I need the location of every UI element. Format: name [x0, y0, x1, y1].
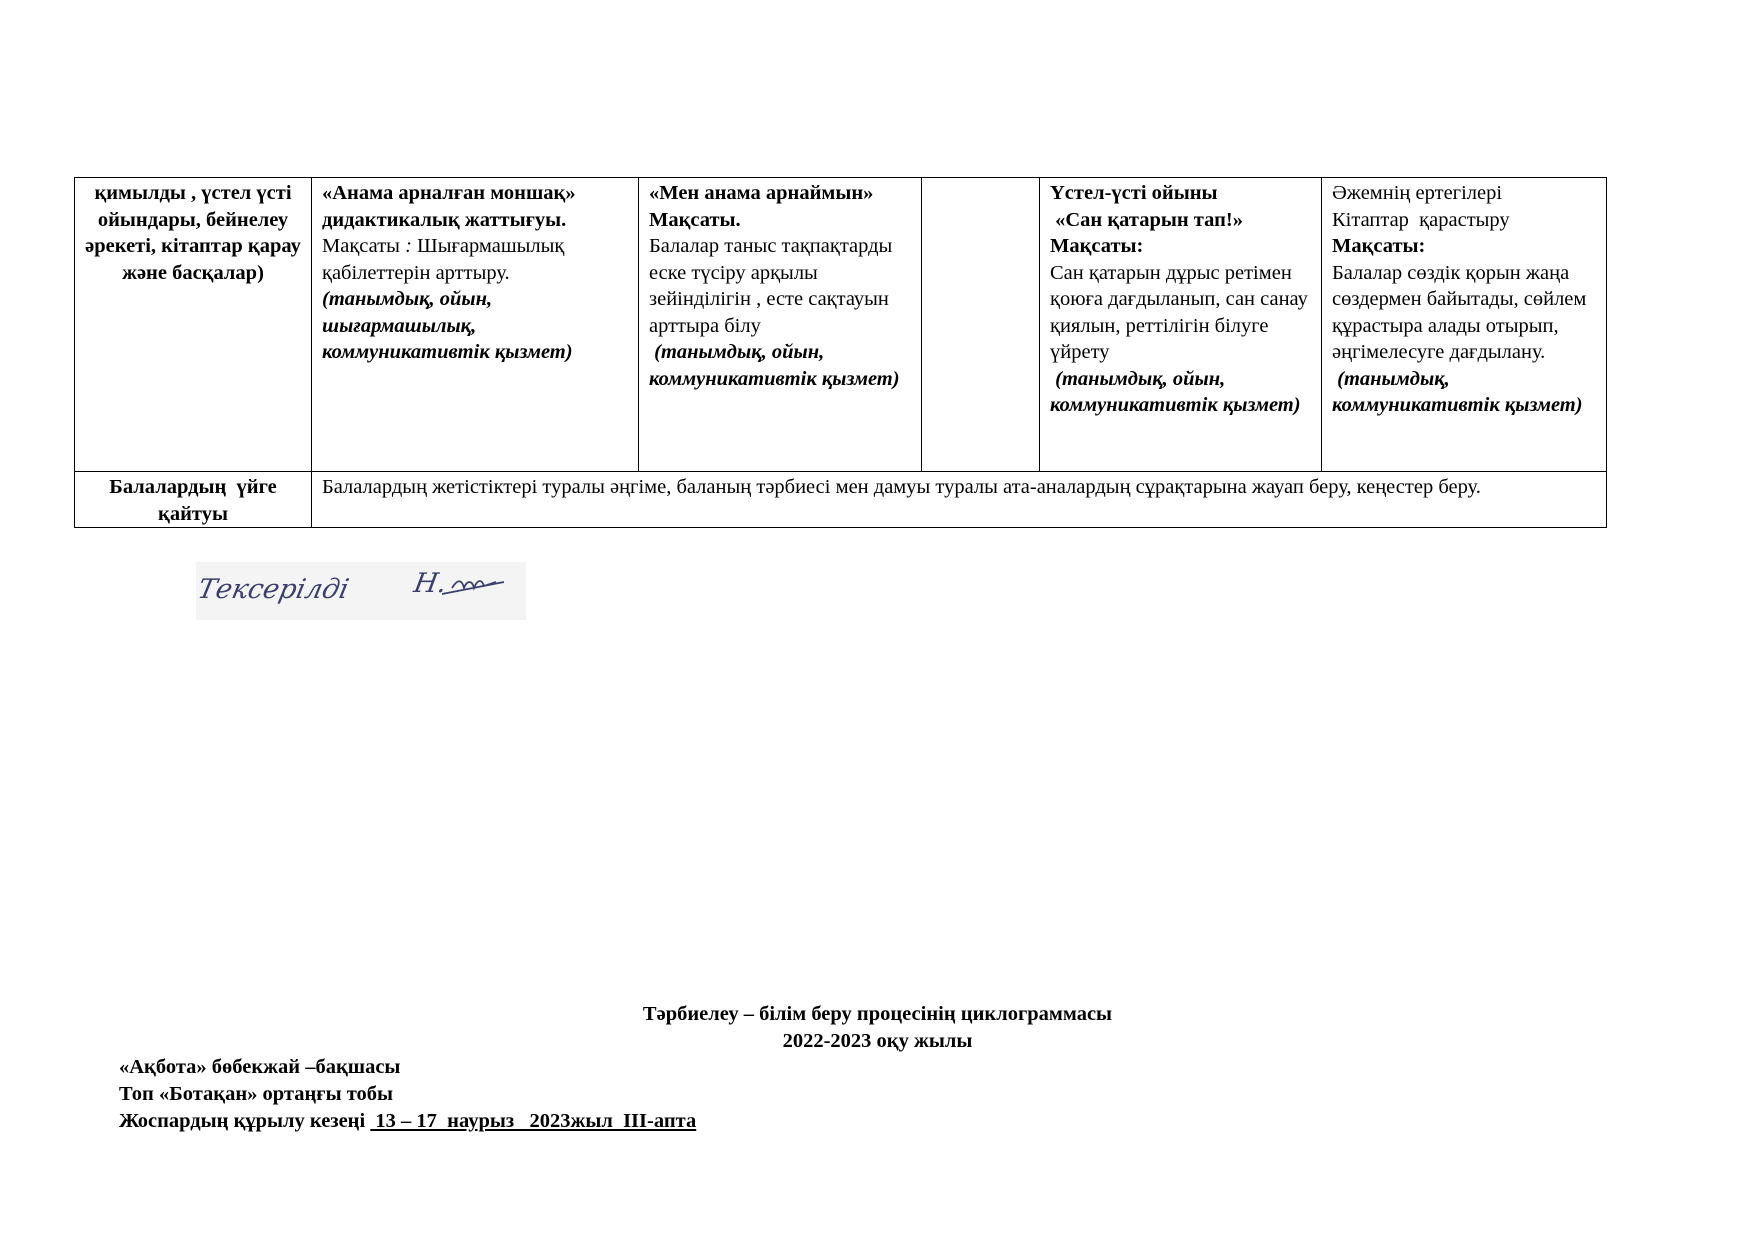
goal-label: Мақсаты. — [649, 208, 741, 231]
group-name: Топ «Ботақан» ортаңғы тобы — [119, 1083, 394, 1105]
activity-types: (танымдық, ойын, шығармашылық, коммуникативтік қызмет) — [322, 288, 573, 363]
activity-types: (танымдық, ойын, коммуникативтік қызмет) — [649, 341, 900, 390]
activity-title: «Мен анама арнаймын» — [649, 182, 874, 204]
activity-subtitle: «Сан қатарын тап!» — [1050, 208, 1243, 231]
goal-text: Сан қатарын дұрыс ретімен қоюға дағдыланып, сан санау қиялын, реттілігін білуге үйрету — [1050, 261, 1308, 363]
activity-cell-1 — [312, 178, 639, 472]
signature-word: Тексерілді — [196, 574, 352, 605]
activity-subtitle: Кітаптар қарастыру — [1332, 208, 1510, 231]
planning-period — [119, 1108, 696, 1135]
goal-separator: : — [399, 235, 418, 257]
document-title: Тәрбиелеу – білім беру процесінің циклограммасы — [642, 1003, 1113, 1025]
activity-types: (танымдық, коммуникативтік қызмет) — [1332, 367, 1583, 416]
departure-text: Балалардың жетістіктері туралы әңгіме, баланың тәрбиесі мен дамуы туралы ата-аналардың сұрақтарына жауап беру, кеңестер беру. — [322, 476, 1481, 498]
period-label: Жоспардың құрылу кезеңі — [119, 1110, 371, 1132]
activity-types: (танымдық, ойын, коммуникативтік қызмет) — [1050, 367, 1301, 416]
period-value: 13 – 17 наурыз 2023жыл ІІІ-апта — [370, 1110, 697, 1132]
signature-stamp — [196, 562, 526, 620]
plan-table — [74, 177, 1607, 528]
activity-cell-4 — [1322, 178, 1607, 472]
activity-title: Үстел-үсті ойыны — [1050, 182, 1218, 204]
activity-cell-3 — [1040, 178, 1322, 472]
goal-label: Мақсаты — [322, 235, 400, 257]
activity-cell-2 — [639, 178, 922, 472]
row-label-cell — [75, 178, 312, 472]
row-label-cell — [75, 472, 312, 528]
table-row — [75, 178, 1607, 472]
signature-image — [196, 562, 526, 620]
organization-name: «Ақбота» бөбекжай –бақшасы — [119, 1056, 401, 1078]
activity-title: Әжемнің ертегілері — [1332, 182, 1503, 204]
activity-title: «Анама арналған моншақ» дидактикалық жаттығуы. — [322, 182, 576, 231]
signature-mark: Н. — [411, 568, 450, 599]
row-label: Балалардың үйге қайтуы — [109, 476, 282, 525]
activity-cell-empty — [922, 178, 1040, 472]
departure-cell — [312, 472, 1607, 528]
academic-year: 2022-2023 оқу жылы — [782, 1030, 973, 1052]
goal-text: Шығармашылық қабілеттерін арттыру. — [322, 235, 565, 284]
goal-text: Балалар сөздік қорын жаңа сөздермен байытады, сөйлем құрастыра алады отырып, әңгімелесуге дағдылану. — [1332, 261, 1587, 363]
activity-goal — [322, 233, 628, 286]
goal-label: Мақсаты: — [1050, 235, 1144, 257]
goal-label: Мақсаты: — [1332, 235, 1426, 257]
goal-text: Балалар таныс тақпақтарды еске түсіру арқылы зейінділігін , есте сақтауын арттыра білу — [649, 235, 893, 337]
row-label: қимылды , үстел үсті ойындары, бейнелеу әрекеті, кітаптар қарау және басқалар) — [85, 182, 301, 284]
table-row — [75, 472, 1607, 528]
